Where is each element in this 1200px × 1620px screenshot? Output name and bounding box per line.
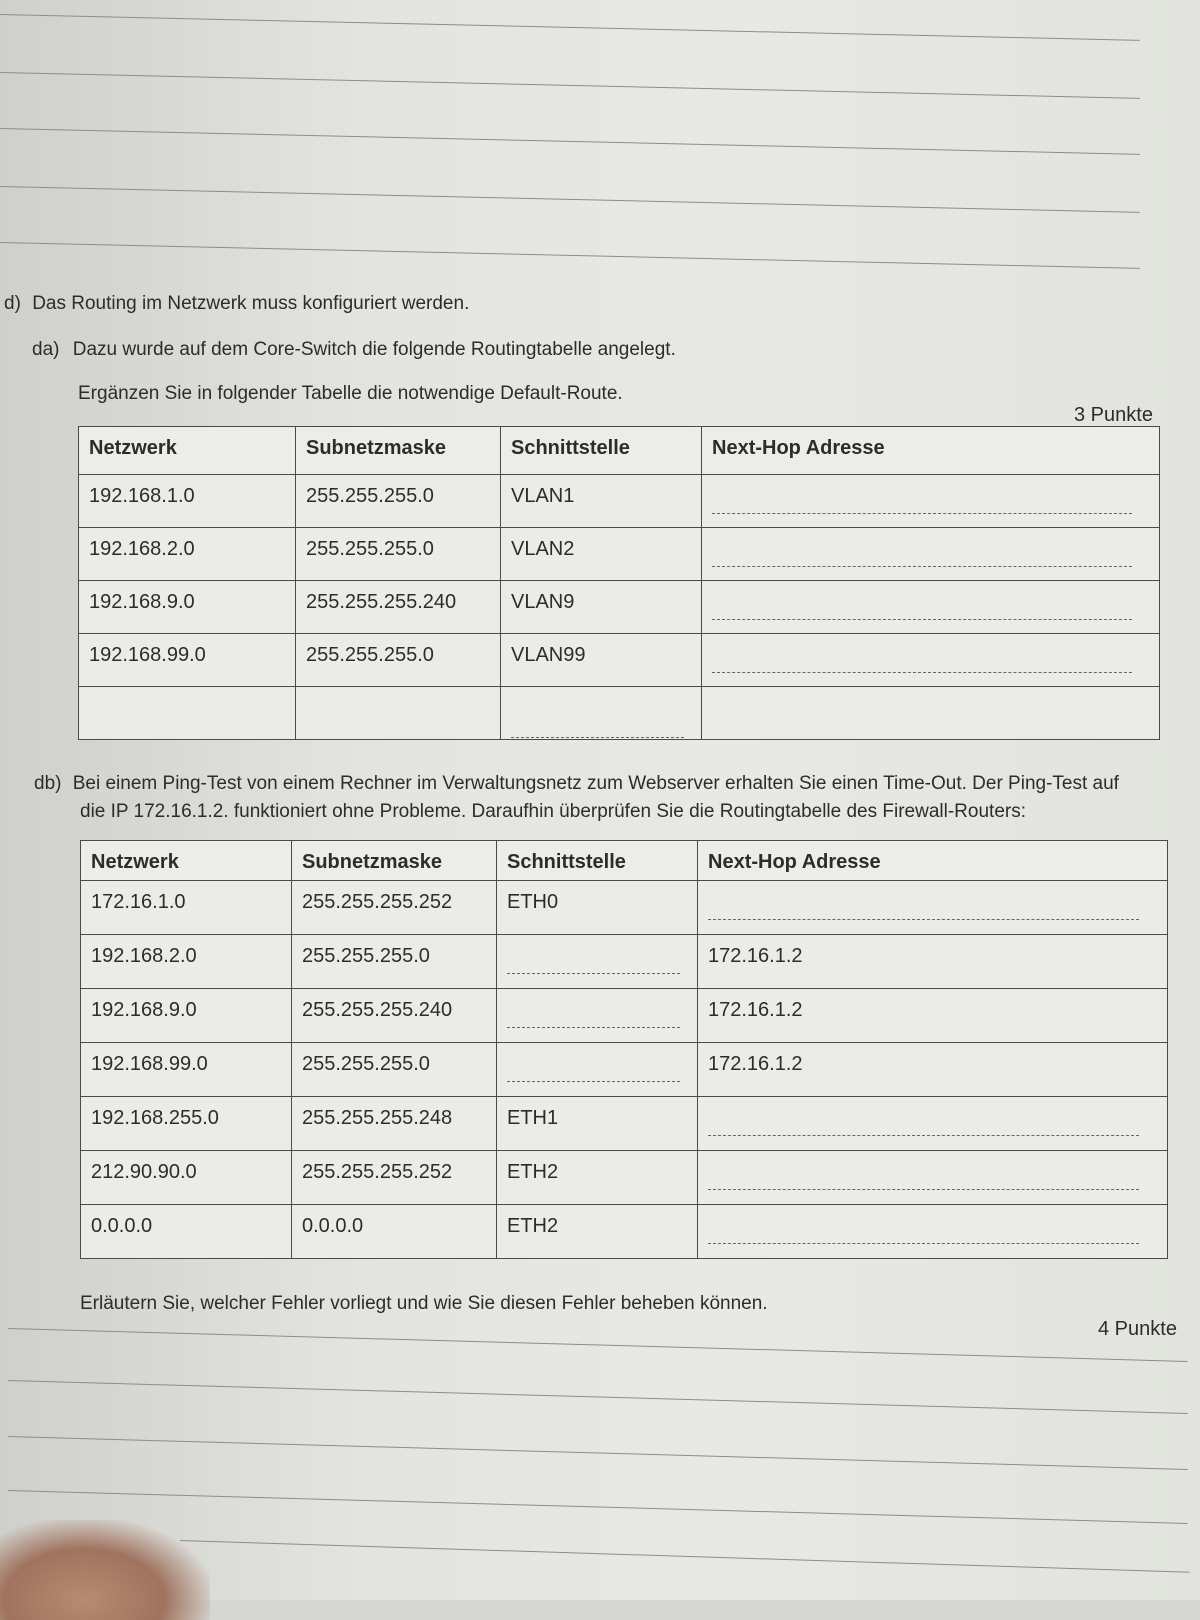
- cell-schnittstelle: ETH2: [497, 1151, 698, 1205]
- cell-netzwerk: 192.168.9.0: [81, 989, 292, 1043]
- cell-schnittstelle: ETH0: [497, 881, 698, 935]
- header-netzwerk: Netzwerk: [81, 841, 292, 881]
- next-hop-blank[interactable]: [702, 581, 1160, 634]
- header-next-hop: Next-Hop Adresse: [698, 841, 1168, 881]
- fill-in-line[interactable]: [712, 497, 1132, 514]
- answer-line[interactable]: [8, 1380, 1188, 1414]
- table-row: [79, 528, 1160, 581]
- answer-line[interactable]: [180, 1540, 1190, 1573]
- table-row: [81, 935, 1168, 989]
- section-da-label: da): [32, 339, 60, 360]
- cell-netzwerk: 192.168.1.0: [79, 475, 296, 528]
- section-db-text1: Bei einem Ping-Test von einem Rechner im Verwaltungsnetz zum Webserver erhalten Sie einen Time-Out. Der Ping-Test auf: [72, 773, 1119, 794]
- section-da-text1: Dazu wurde auf dem Core-Switch die folgende Routingtabelle angelegt.: [72, 339, 676, 360]
- header-next-hop: Next-Hop Adresse: [702, 427, 1160, 475]
- cell-schnittstelle-blank[interactable]: [501, 687, 702, 740]
- schnittstelle-blank[interactable]: [497, 989, 698, 1043]
- cell-subnetzmaske: 255.255.255.248: [292, 1097, 497, 1151]
- fill-in-line[interactable]: [708, 1173, 1139, 1190]
- next-hop-blank[interactable]: [698, 881, 1168, 935]
- cell-netzwerk: 192.168.255.0: [81, 1097, 292, 1151]
- cell-netzwerk-blank[interactable]: [79, 687, 296, 740]
- header-schnittstelle: Schnittstelle: [501, 427, 702, 475]
- section-d-text: Das Routing im Netzwerk muss konfiguriert werden.: [32, 293, 470, 314]
- table-row: [81, 881, 1168, 935]
- table-row: [81, 1097, 1168, 1151]
- cell-schnittstelle: VLAN2: [501, 528, 702, 581]
- cell-next-hop-blank[interactable]: [702, 687, 1160, 740]
- cell-netzwerk: 192.168.99.0: [81, 1043, 292, 1097]
- fill-in-line[interactable]: [708, 903, 1139, 920]
- firewall-router-routing-table: [80, 840, 1168, 1259]
- answer-line[interactable]: [8, 1490, 1188, 1524]
- cell-subnetzmaske: 255.255.255.0: [296, 634, 501, 687]
- section-da-points: 3 Punkte: [1074, 404, 1153, 426]
- cell-netzwerk: 192.168.2.0: [81, 935, 292, 989]
- section-db-heading: [34, 772, 1119, 796]
- table-row: [79, 634, 1160, 687]
- fill-in-line[interactable]: [511, 721, 684, 738]
- section-db-label: db): [34, 773, 62, 794]
- cell-schnittstelle: ETH1: [497, 1097, 698, 1151]
- cell-netzwerk: 192.168.99.0: [79, 634, 296, 687]
- fill-in-line[interactable]: [712, 550, 1132, 567]
- next-hop-blank[interactable]: [698, 1097, 1168, 1151]
- cell-subnetzmaske: 0.0.0.0: [292, 1205, 497, 1259]
- next-hop-blank[interactable]: [698, 1205, 1168, 1259]
- core-switch-routing-table: [78, 426, 1160, 740]
- table-row: [81, 1043, 1168, 1097]
- section-db-points: 4 Punkte: [1098, 1318, 1177, 1340]
- answer-line: [0, 72, 1140, 99]
- cell-subnetzmaske: 255.255.255.0: [296, 475, 501, 528]
- answer-line[interactable]: [8, 1328, 1188, 1362]
- fill-in-line[interactable]: [507, 957, 680, 974]
- cell-netzwerk: 192.168.9.0: [79, 581, 296, 634]
- section-d-label: d): [4, 293, 21, 314]
- fill-in-line[interactable]: [712, 603, 1132, 620]
- next-hop-blank[interactable]: [702, 475, 1160, 528]
- table-row: [79, 475, 1160, 528]
- cell-next-hop: 172.16.1.2: [698, 1043, 1168, 1097]
- cell-subnetzmaske: 255.255.255.252: [292, 1151, 497, 1205]
- thumb-in-photo: [0, 1520, 210, 1620]
- cell-netzwerk: 192.168.2.0: [79, 528, 296, 581]
- answer-line: [0, 14, 1140, 41]
- cell-subnetzmaske: 255.255.255.0: [292, 1043, 497, 1097]
- cell-subnetzmaske: 255.255.255.0: [292, 935, 497, 989]
- table-row: [81, 1151, 1168, 1205]
- cell-next-hop: 172.16.1.2: [698, 989, 1168, 1043]
- fill-in-line[interactable]: [708, 1119, 1139, 1136]
- fill-in-line[interactable]: [712, 656, 1132, 673]
- fill-in-line[interactable]: [507, 1065, 680, 1082]
- header-netzwerk: Netzwerk: [79, 427, 296, 475]
- next-hop-blank[interactable]: [698, 1151, 1168, 1205]
- table-row: [81, 989, 1168, 1043]
- cell-schnittstelle: VLAN99: [501, 634, 702, 687]
- cell-subnetzmaske-blank[interactable]: [296, 687, 501, 740]
- cell-subnetzmaske: 255.255.255.252: [292, 881, 497, 935]
- next-hop-blank[interactable]: [702, 528, 1160, 581]
- fill-in-line[interactable]: [507, 1011, 680, 1028]
- cell-next-hop: 172.16.1.2: [698, 935, 1168, 989]
- section-da-heading: [32, 338, 676, 362]
- cell-netzwerk: 0.0.0.0: [81, 1205, 292, 1259]
- cell-subnetzmaske: 255.255.255.240: [292, 989, 497, 1043]
- header-subnetzmaske: Subnetzmaske: [296, 427, 501, 475]
- answer-line[interactable]: [8, 1436, 1188, 1470]
- answer-line: [0, 128, 1140, 155]
- fill-in-line[interactable]: [708, 1227, 1139, 1244]
- next-hop-blank[interactable]: [702, 634, 1160, 687]
- table-row: [81, 1205, 1168, 1259]
- schnittstelle-blank[interactable]: [497, 1043, 698, 1097]
- cell-subnetzmaske: 255.255.255.0: [296, 528, 501, 581]
- section-d-heading: [4, 292, 469, 316]
- section-db-text2: die IP 172.16.1.2. funktioniert ohne Probleme. Daraufhin überprüfen Sie die Routingtabelle des Firewall-Routers:: [80, 801, 1026, 822]
- cell-schnittstelle: ETH2: [497, 1205, 698, 1259]
- header-subnetzmaske: Subnetzmaske: [292, 841, 497, 881]
- table-row: [79, 581, 1160, 634]
- table-row-default-route: [79, 687, 1160, 740]
- answer-line: [0, 242, 1140, 269]
- cell-schnittstelle: VLAN9: [501, 581, 702, 634]
- cell-subnetzmaske: 255.255.255.240: [296, 581, 501, 634]
- cell-schnittstelle: VLAN1: [501, 475, 702, 528]
- section-db-question: Erläutern Sie, welcher Fehler vorliegt und wie Sie diesen Fehler beheben können.: [80, 1293, 768, 1314]
- section-da-text2: Ergänzen Sie in folgender Tabelle die notwendige Default-Route.: [78, 383, 623, 404]
- schnittstelle-blank[interactable]: [497, 935, 698, 989]
- answer-line: [0, 186, 1140, 213]
- cell-netzwerk: 212.90.90.0: [81, 1151, 292, 1205]
- header-schnittstelle: Schnittstelle: [497, 841, 698, 881]
- cell-netzwerk: 172.16.1.0: [81, 881, 292, 935]
